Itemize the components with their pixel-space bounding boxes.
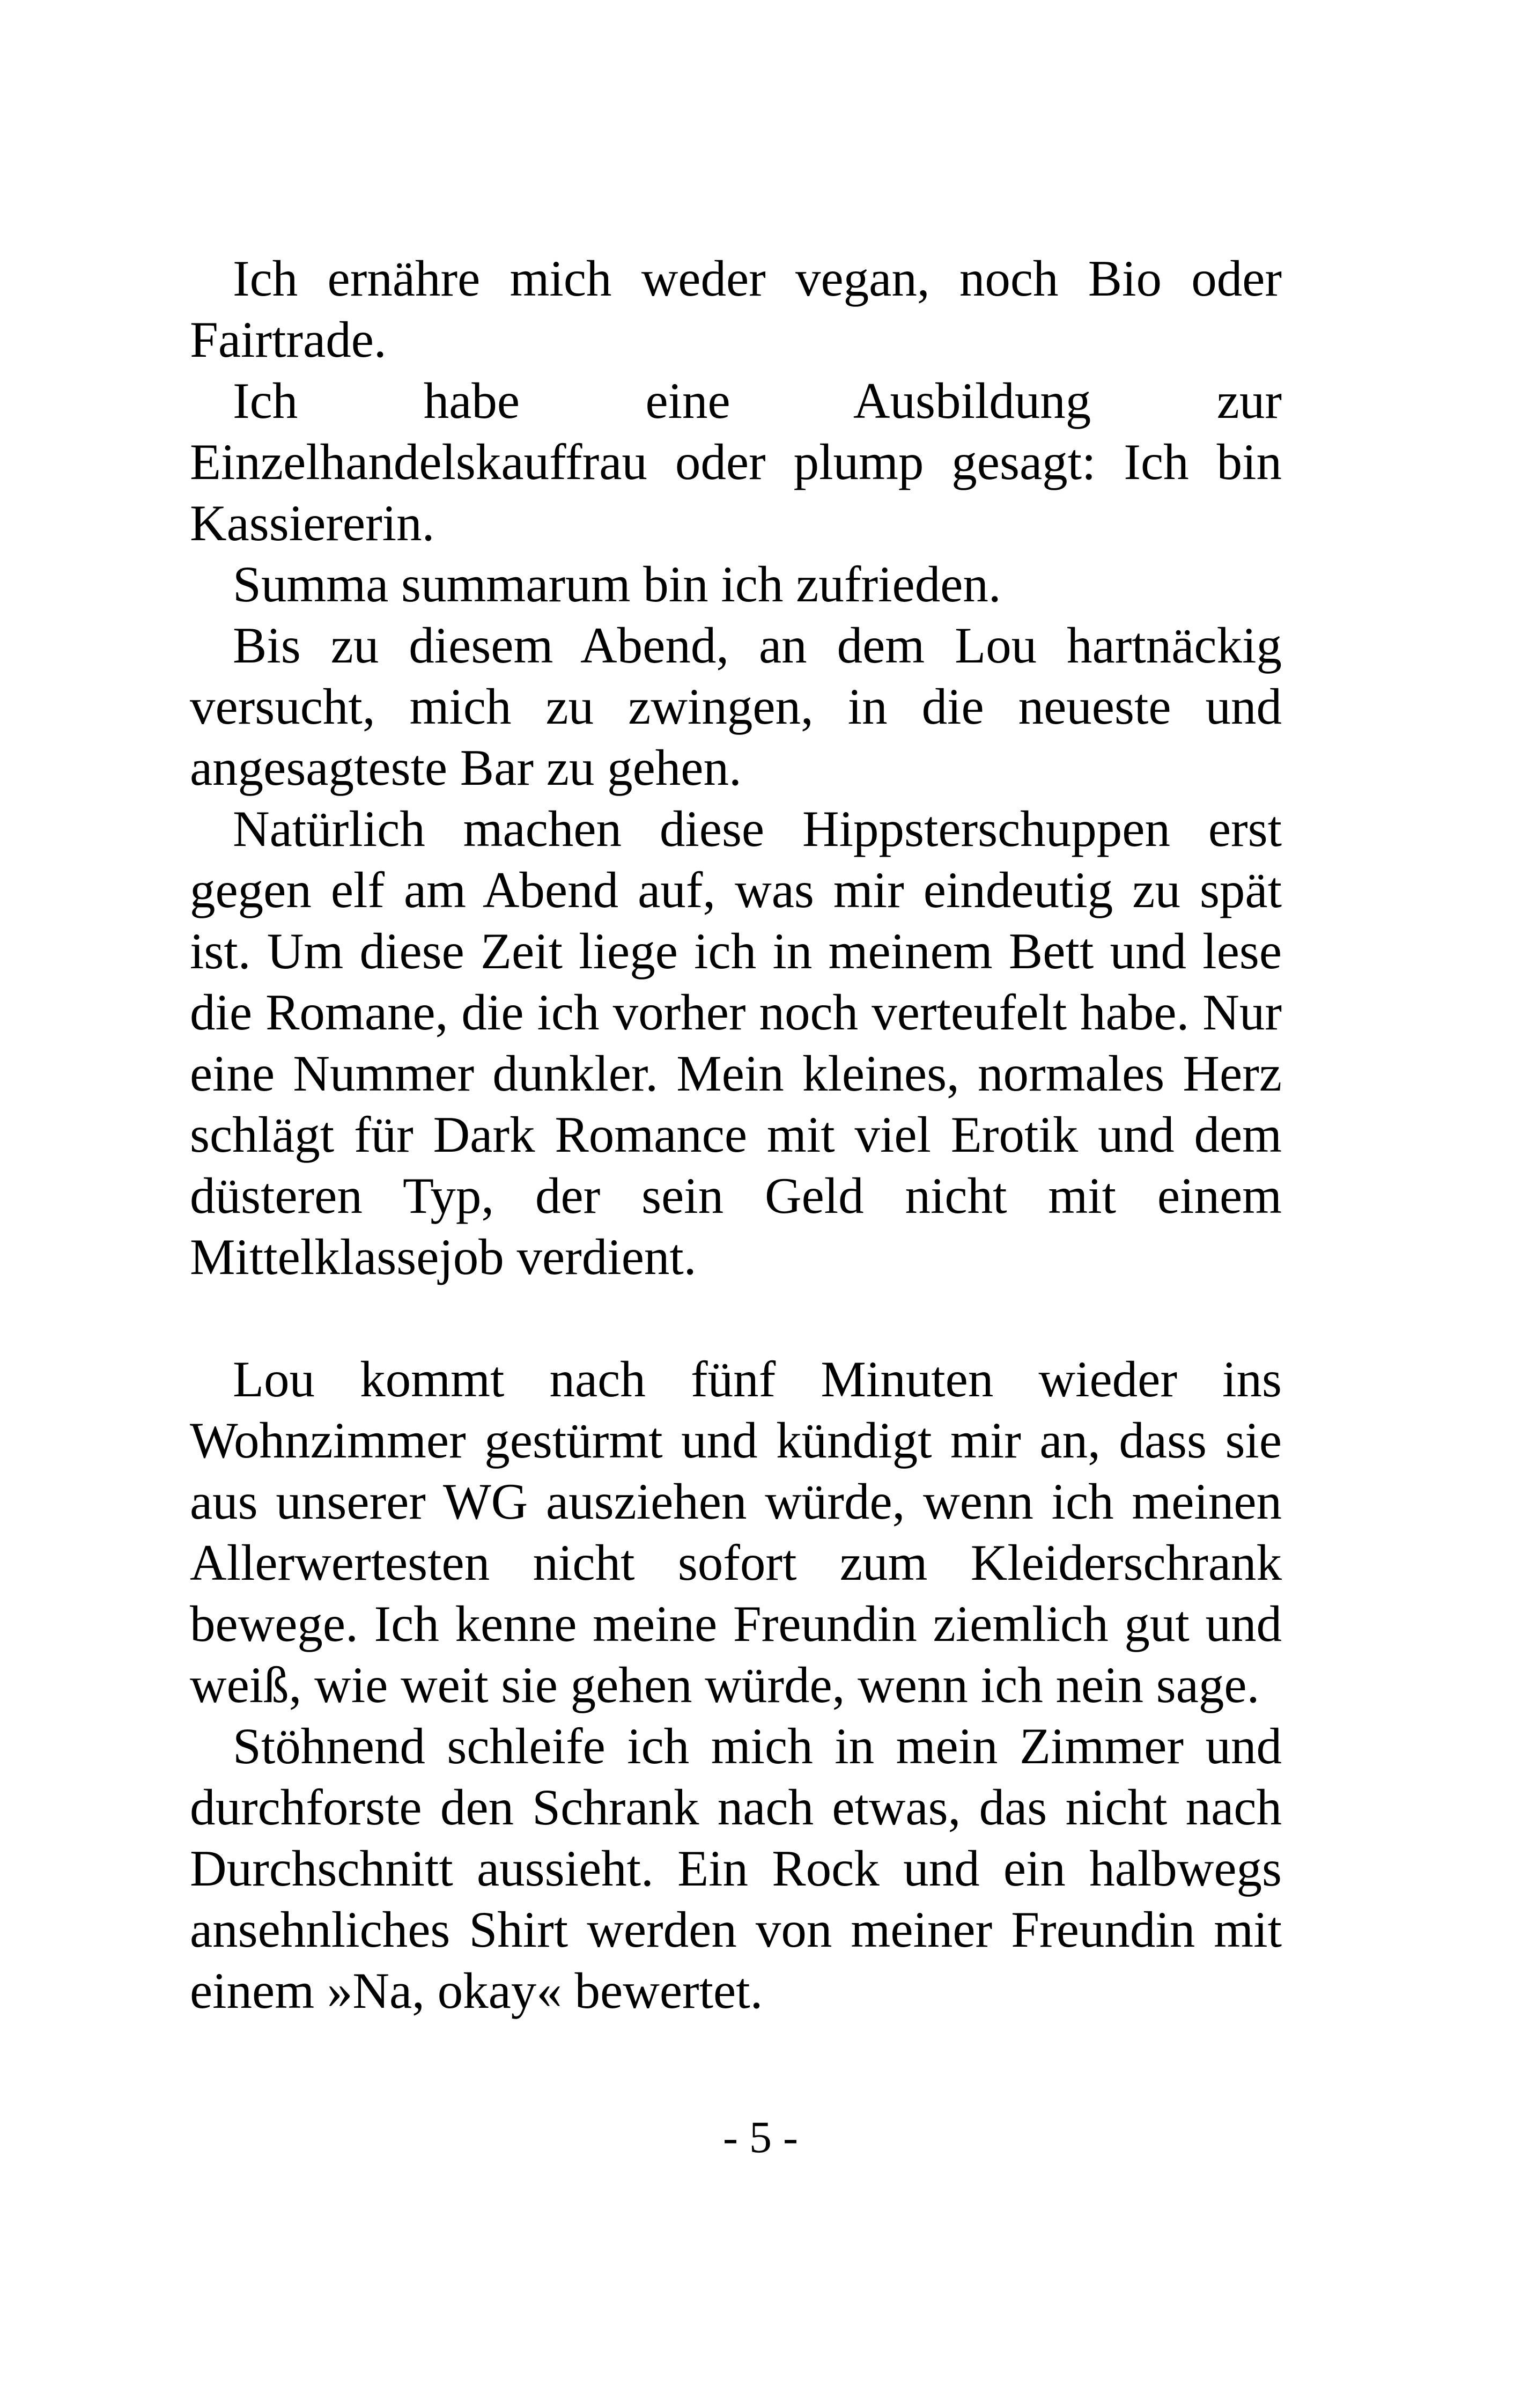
body-text	[190, 248, 1282, 2021]
paragraph: Ich ernähre mich weder vegan, noch Bio oder Fairtrade.	[190, 250, 1282, 368]
paragraph: Summa summarum bin ich zufrieden.	[233, 556, 1001, 613]
paragraph: Stöhnend schleife ich mich in mein Zimmer und durchforste den Schrank nach etwas, das nicht nach Durchschnitt aussieht. Ein Rock und ein halbwegs ansehnliches Shirt werden von meiner Freundin mit einem »Na, okay« bewertet.	[190, 1718, 1282, 2019]
paragraph: Bis zu diesem Abend, an dem Lou hartnäckig versucht, mich zu zwingen, in die neueste und angesagteste Bar zu gehen.	[190, 617, 1282, 796]
paragraph: Ich habe eine Ausbildung zur Einzelhandelskauffrau oder plump gesagt: Ich bin Kassiererin.	[190, 372, 1282, 551]
scene-break	[190, 1287, 1282, 1349]
paragraph: Natürlich machen diese Hippsterschuppen erst gegen elf am Abend auf, was mir eindeutig zu spät ist. Um diese Zeit liege ich in meinem Bett und lese die Romane, die ich vorher noch verteufelt habe. Nur eine Nummer dunkler. Mein kleines, normales Herz schlägt für Dark Romance mit viel Erotik und dem düsteren Typ, der sein Geld nicht mit einem Mittelklassejob verdient.	[190, 800, 1282, 1285]
paragraph: Lou kommt nach fünf Minuten wieder ins Wohnzimmer gestürmt und kündigt mir an, dass sie aus unserer WG ausziehen würde, wenn ich meinen Allerwertesten nicht sofort zum Kleiderschrank bewege. Ich kenne meine Freundin ziemlich gut und weiß, wie weit sie gehen würde, wenn ich nein sage.	[190, 1351, 1282, 1713]
page-number: - 5 -	[723, 2112, 798, 2162]
